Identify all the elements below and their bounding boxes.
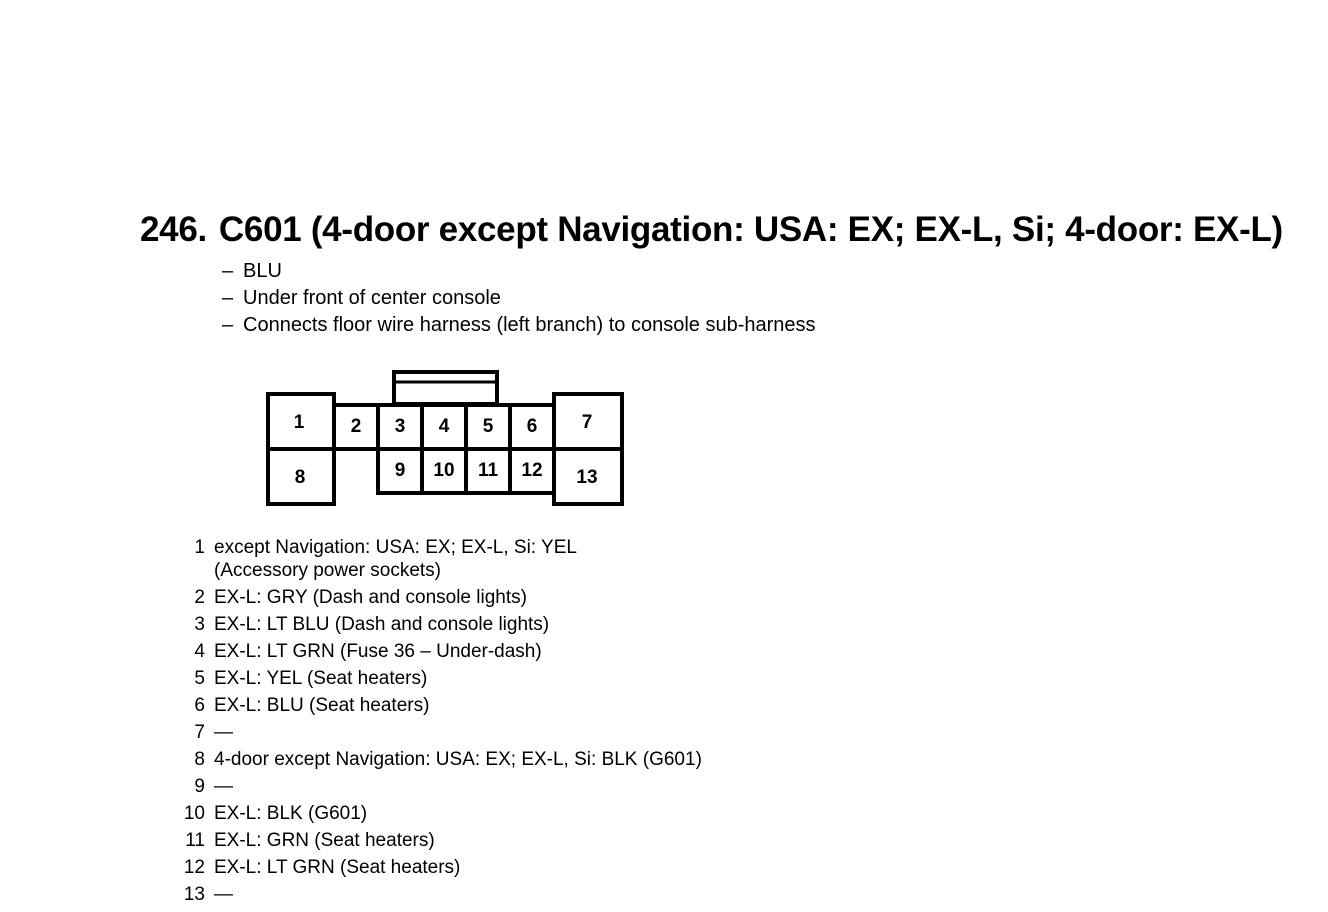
pin-number: 13	[183, 884, 205, 905]
detail-location	[222, 285, 816, 312]
connector-face-svg	[260, 365, 630, 510]
cavity-label: 7	[581, 412, 593, 433]
cavity-label: 13	[576, 467, 598, 488]
pin-description: EX-L: BLK (G601)	[214, 803, 368, 824]
pin-number: 11	[185, 830, 205, 851]
pin-description: EX-L: YEL (Seat heaters)	[214, 668, 428, 689]
detail-text: BLU	[243, 260, 282, 282]
cavity-label: 5	[482, 416, 494, 437]
connector-face-diagram	[260, 365, 630, 515]
pin-number: 4	[194, 641, 205, 662]
locking-tab	[394, 372, 497, 404]
cavity-label: 1	[293, 412, 305, 433]
pin-row	[170, 694, 702, 717]
pin-description: 4-door except Navigation: USA: EX; EX-L, Si: BLK (G601)	[214, 749, 702, 770]
cavity-label: 2	[350, 416, 362, 437]
pin-row	[170, 586, 702, 609]
connector-name: C601 (4-door except Navigation: USA: EX; EX-L, Si; 4-door: EX-L)	[218, 210, 1283, 249]
pin-number: 1	[194, 537, 205, 558]
detail-color	[222, 258, 816, 285]
pin-number: 2	[194, 587, 205, 608]
pin-row	[170, 613, 702, 636]
pin-description: EX-L: GRN (Seat heaters)	[214, 830, 435, 851]
pin-description: EX-L: LT BLU (Dash and console lights)	[214, 614, 550, 635]
pin-row	[170, 802, 702, 825]
pin-number: 9	[194, 776, 205, 797]
pin-description: EX-L: LT GRN (Seat heaters)	[214, 857, 461, 878]
pin-row	[170, 775, 702, 798]
cavity-label: 6	[526, 416, 538, 437]
pin-row	[170, 640, 702, 663]
pin-number: 3	[194, 614, 205, 635]
pin-description: EX-L: GRY (Dash and console lights)	[214, 587, 527, 608]
pin-number: 6	[194, 695, 205, 716]
detail-text: Connects floor wire harness (left branch) to console sub-harness	[243, 314, 816, 336]
detail-text: Under front of center console	[243, 287, 501, 309]
pin-description: except Navigation: USA: EX; EX-L, Si: YEL (Accessory power sockets)	[214, 537, 577, 581]
cavity-label: 11	[477, 460, 499, 481]
connector-number: 246.	[140, 210, 207, 249]
pin-row	[170, 667, 702, 690]
dash: –	[222, 287, 234, 309]
pin-number: 7	[194, 722, 205, 743]
pin-row	[170, 829, 702, 852]
pin-description: —	[214, 722, 233, 743]
pin-row	[170, 536, 702, 582]
cavity-label: 8	[294, 467, 306, 488]
pin-description: —	[214, 776, 233, 797]
pin-number: 5	[194, 668, 205, 689]
pin-number: 12	[183, 857, 205, 878]
cavity-label: 4	[438, 416, 450, 437]
pin-description: EX-L: BLU (Seat heaters)	[214, 695, 430, 716]
connector-details	[222, 258, 816, 339]
dash: –	[222, 260, 234, 282]
pin-row	[170, 856, 702, 879]
cavity-label: 10	[433, 460, 455, 481]
pin-number: 10	[183, 803, 205, 824]
pin-row	[170, 721, 702, 744]
cavity-label: 9	[394, 460, 406, 481]
pin-description: EX-L: LT GRN (Fuse 36 – Under-dash)	[214, 641, 542, 662]
cavity-label: 3	[394, 416, 406, 437]
pin-row	[170, 883, 702, 906]
pin-row	[170, 748, 702, 771]
dash: –	[222, 314, 234, 336]
detail-connects	[222, 312, 816, 339]
cavity-label: 12	[521, 460, 543, 481]
pin-description: —	[214, 884, 233, 905]
pin-list	[170, 536, 702, 910]
connector-title	[140, 206, 1283, 254]
pin-number: 8	[194, 749, 205, 770]
